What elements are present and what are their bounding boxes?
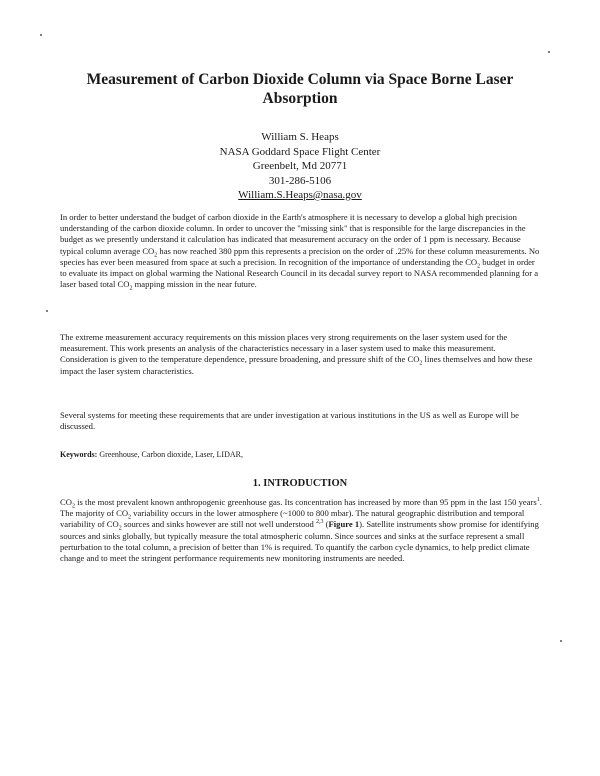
author-name: William S. Heaps [261,131,339,143]
author-email-link[interactable]: William.S.Heaps@nasa.gov [238,189,362,201]
reference-superscript: 1 [536,497,540,504]
keywords-line [60,449,542,460]
text-span: budget in order to evaluate its impact on global warming the National Research Council in its decadal survey report to NASA recommended planning for a laser based total CO [60,256,539,290]
introduction-paragraph [60,497,542,564]
author-phone: 301-286-5106 [268,174,332,187]
subscript: 2 [71,503,75,510]
scan-speck [548,51,550,53]
keywords-text: Greenhouse, Carbon dioxide, Laser, LIDAR, [97,450,243,459]
text-span: CO [60,497,72,507]
text-span: In order to better understand the budget of carbon dioxide in the Earth's atmosphere it is necessary to develop a global high precision understanding of the carbon dioxide column. In order to uncover the "missing sink" that is responsible for the large discrepancies in the budget as we presently understand it calculation has indicated that measurement accuracy on the order of 1 ppm is necessary. Because typical column average CO [60,212,526,256]
text-span: The extreme measurement accuracy requirements on this mission places very strong requirements on the laser system used for the measurement. This work presents an analysis of the characteristics necessary in a laser system used to make this measurement. Consideration is given to the temperature dependence, pressure broadening, and pressure shift of the CO [60,332,508,365]
subscript: 2 [419,361,423,368]
text-span: ( [323,519,329,530]
paper-title: Measurement of Carbon Dioxide Column via Space Borne Laser Absorption [86,71,514,107]
keywords-label: Keywords: [60,450,98,459]
reference-superscript: 2,3 [316,519,324,526]
figure-reference: Figure 1 [328,519,360,530]
text-span: sources and sinks however are still not well understood [121,519,316,530]
text-span: mapping mission in the near future. [132,279,257,290]
subscript: 2 [128,514,132,521]
abstract-paragraph-3: Several systems for meeting these requirements that are under investigation at various institutions in the US as well as Europe will be discussed. [60,410,519,432]
subscript: 2 [477,263,481,270]
abstract-paragraph-2 [60,332,542,377]
section-heading-introduction: 1. INTRODUCTION [252,478,348,489]
text-span: lines themselves and how these impact the laser system characteristics. [60,354,533,376]
scan-speck [40,34,42,36]
author-city: Greenbelt, Md 20771 [252,160,348,172]
subscript: 2 [129,285,133,292]
author-block [150,130,450,203]
scan-speck [560,640,562,642]
text-span: variability occurs in the lower atmosphere (~1000 to 800 mbar). The natural geographic distribution and temporal variability of CO [60,508,525,530]
text-span: has now reached 380 ppm this represents a precision on the order of .25% for these column measurements. No species has ever been measured from space at such a precision. In recognition of the importance of understanding the CO [60,245,540,267]
subscript: 2 [154,252,158,259]
text-span: . The majority of CO [60,497,542,519]
text-span: is the most prevalent known anthropogenic greenhouse gas. Its concentration has increased by more than 95 ppm in the last 150 years [74,497,537,507]
text-span: ). Satellite instruments show promise for identifying sources and sinks globally, but typically measure the total atmospheric column. Since sources and sinks at the surface represent a small perturbation to the total column, a precision of better than 1% is required. To quantify the carbon cycle dynamics, to help predict climate change and to meet the stringent performance requirements new monitoring instruments are needed. [60,519,539,564]
abstract-paragraph-1 [60,212,542,290]
subscript: 2 [118,526,122,533]
scan-speck [46,310,48,312]
author-organization: NASA Goddard Space Flight Center [219,145,381,158]
